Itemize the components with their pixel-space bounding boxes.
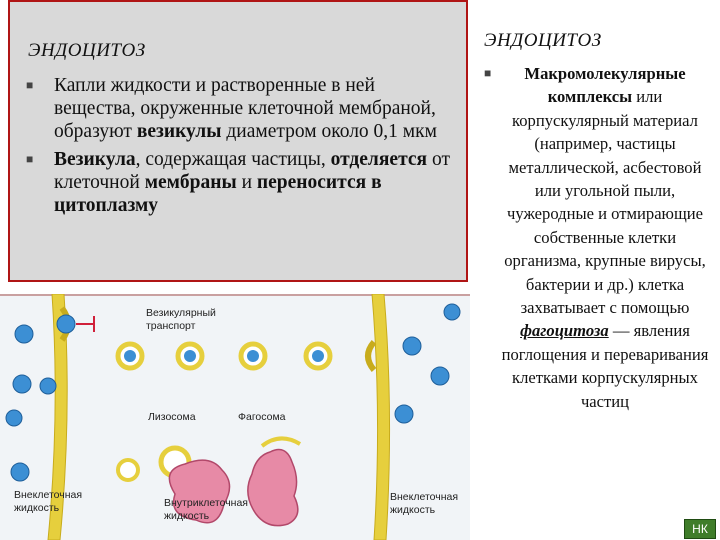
bullet-item-1 (26, 74, 458, 143)
label-intracellular-2: жидкость (164, 510, 210, 522)
bullet-square-icon: ■ (26, 152, 34, 166)
bullet-1-text: Капли жидкости и растворенные в ней вещества, окруженные клеточной мембраной, образуют везикулы диаметром около 0,1 мкм (54, 75, 437, 142)
left-text-panel (8, 0, 468, 282)
label-extracellular-right-1: Внеклеточная (390, 491, 459, 503)
endocytosis-diagram (0, 294, 470, 540)
label-transport-1: Везикулярный (146, 307, 216, 319)
label-extracellular-right-2: жидкость (390, 504, 436, 516)
bullet-square-icon: ■ (26, 78, 34, 92)
bullet-item-2 (26, 148, 458, 217)
label-transport-2: транспорт (146, 320, 196, 332)
label-lysosome: Лизосома (148, 411, 196, 423)
label-intracellular-1: Внутриклеточная (164, 497, 248, 509)
right-description: Макромолекулярные комплексы или корпускулярный материал (например, частицы металлической, асбестовой или угольной пыли, чужеродные и отмирающие собственные клетки организма, крупные вирусы, бактерии и др.) клетка захватывает с помощью фагоцитоза — явления поглощения и переваривания клетками корпускулярных частиц (501, 64, 709, 411)
bullet-square-icon: ■ (484, 66, 492, 80)
left-title: ЭНДОЦИТОЗ (28, 40, 146, 61)
right-title: ЭНДОЦИТОЗ (484, 30, 602, 51)
label-phagosome: Фагосома (238, 411, 286, 423)
label-extracellular-left-1: Внеклеточная (14, 489, 83, 501)
nk-nav-button[interactable]: НК (684, 519, 716, 539)
label-extracellular-left-2: жидкость (14, 502, 60, 514)
left-bullet-list (26, 74, 458, 222)
bullet-2-text: Везикула, содержащая частицы, отделяется от клеточной мембраны и переносится в цитоплазму (54, 149, 450, 216)
